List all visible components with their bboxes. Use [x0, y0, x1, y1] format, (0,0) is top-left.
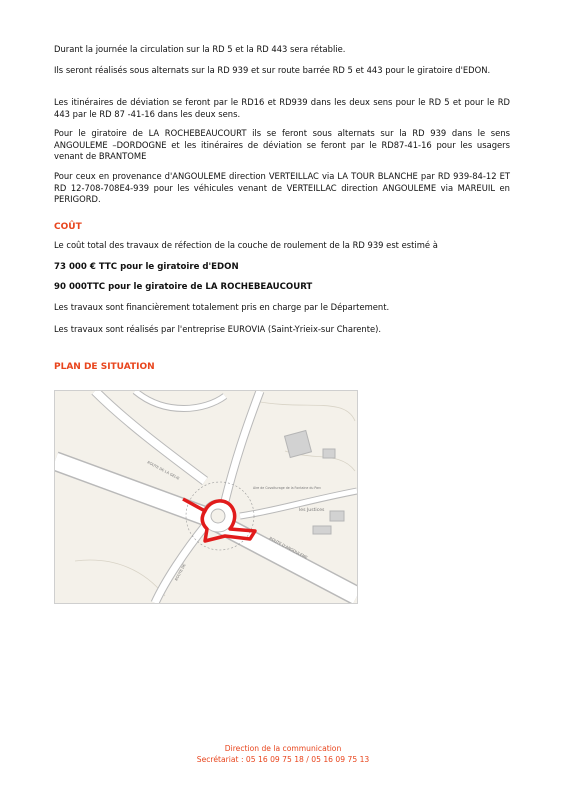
- paragraph-rochebeaucourt: Pour le giratoire de LA ROCHEBEAUCOURT ils se feront sous alternats sur la RD 939 dans le sens ANGOULEME –DORDOGNE et les itinéraires de déviation se feront par le RD87-41-16 pour les usagers venant de BRANTOME: [54, 128, 510, 161]
- label-route-sw: ROUTE DE: [174, 563, 187, 582]
- paragraph-deviation: Les itinéraires de déviation se feront par le RD16 et RD939 dans les deux sens pour le RD 5 et pour le RD 443 par le RD 87 -41-16 dans les deux sens.: [54, 97, 510, 119]
- paragraph-cout-intro: Le coût total des travaux de réfection de la couche de roulement de la RD 939 est estimé à: [54, 240, 438, 250]
- paragraph-contractor: Les travaux sont réalisés par l'entreprise EUROVIA (Saint-Yrieix-sur Charente).: [54, 324, 382, 334]
- section-heading-plan: PLAN DE SITUATION: [54, 362, 155, 372]
- page-footer: [0, 743, 566, 765]
- paragraph-funding: Les travaux sont financièrement totalement pris en charge par le Département.: [54, 302, 390, 312]
- footer-secretariat: Secrétariat : 05 16 09 75 18 / 05 16 09 75 13: [196, 755, 370, 764]
- footer-department: Direction de la communication: [224, 744, 342, 753]
- label-aire: Aire de Covoiturage de la Fontaine du Parc: [253, 486, 322, 490]
- label-les-justices: les Justices: [299, 508, 325, 513]
- paragraph-alternats: Ils seront réalisés sous alternats sur la RD 939 et sur route barrée RD 5 et 443 pour le giratoire d'EDON.: [54, 65, 491, 75]
- cost-edon: 73 000 € TTC pour le giratoire d'EDON: [54, 262, 239, 272]
- label-route-angouleme: ROUTE D'ANGOULEME: [268, 535, 309, 560]
- paragraph-circulation: Durant la journée la circulation sur la RD 5 et la RD 443 sera rétablie.: [54, 44, 346, 54]
- label-route-gelie: ROUTE DE LA GELIE: [146, 460, 181, 481]
- paragraph-angouleme: Pour ceux en provenance d'ANGOULEME direction VERTEILLAC via LA TOUR BLANCHE par RD 939-84-12 ET RD 12-708-708E4-939 pour les véhicules venant de VERTEILLAC direction ANGOULEME via MAREUIL en PERIGORD.: [54, 171, 510, 204]
- situation-map: [54, 390, 358, 604]
- section-heading-cout: COÛT: [54, 222, 82, 232]
- cost-rochebeaucourt: 90 000TTC pour le giratoire de LA ROCHEBEAUCOURT: [54, 282, 313, 292]
